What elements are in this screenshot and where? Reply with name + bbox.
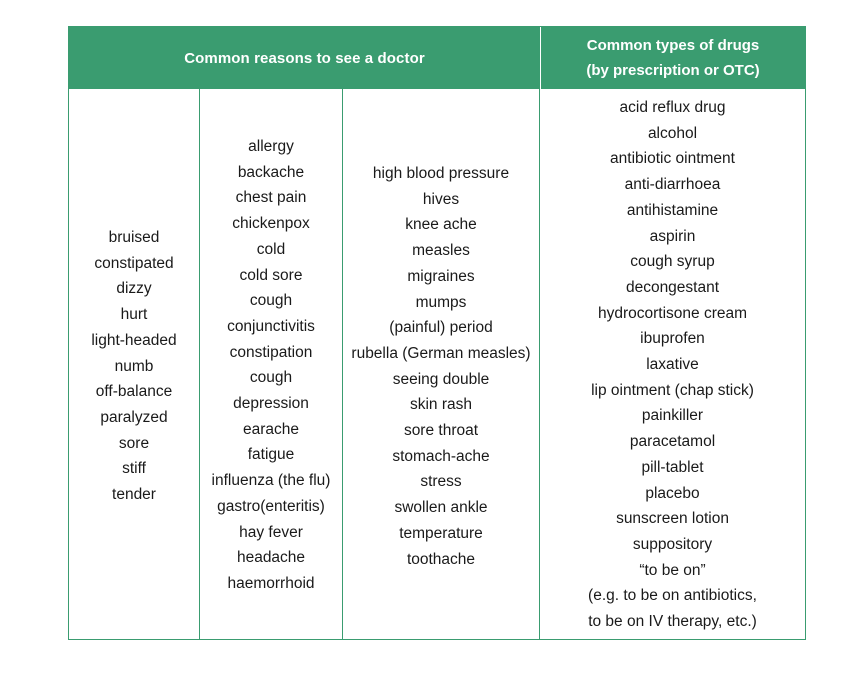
reasons-column-conditions-a <box>200 89 343 639</box>
reasons-column-conditions-b <box>343 89 540 639</box>
list-item: earache <box>242 420 299 438</box>
drugs-header <box>540 27 805 89</box>
list-item: conjunctivitis <box>227 317 315 335</box>
list-item: knee ache <box>405 216 477 234</box>
list-item: lip ointment (chap stick) <box>591 381 754 399</box>
list-item: dizzy <box>116 280 152 298</box>
reasons-column-symptoms <box>69 89 200 639</box>
list-item: cough <box>249 369 293 387</box>
list-item: backache <box>237 163 305 181</box>
list-item: fatigue <box>247 446 295 464</box>
list-item: high blood pressure <box>372 165 510 182</box>
list-item: hurt <box>120 306 148 324</box>
drugs-column <box>540 89 805 639</box>
list-item: anti-diarrhoea <box>624 176 721 194</box>
list-item: sunscreen lotion <box>616 510 729 528</box>
list-item: pill-tablet <box>641 458 704 476</box>
list-item: cold <box>256 240 286 258</box>
list-item: hay fever <box>239 523 303 541</box>
list-item: numb <box>114 357 154 375</box>
list-item: antibiotic ointment <box>610 150 735 168</box>
list-item: chest pain <box>235 189 307 207</box>
list-item: off-balance <box>95 383 173 401</box>
list-item: tender <box>112 486 156 504</box>
list-item: depression <box>233 395 309 413</box>
list-item: stress <box>420 473 462 491</box>
list-item: alcohol <box>647 124 698 142</box>
list-item: aspirin <box>649 227 696 245</box>
list-item: haemorrhoid <box>227 574 315 592</box>
list-item: influenza (the flu) <box>211 472 331 490</box>
list-item: sore <box>118 434 150 452</box>
list-item: suppository <box>632 535 713 553</box>
list-item: constipated <box>94 254 174 272</box>
list-item: light-headed <box>91 331 177 349</box>
list-item: headache <box>236 549 306 567</box>
list-item: seeing double <box>392 370 490 388</box>
list-item: measles <box>412 242 470 260</box>
list-item: antihistamine <box>626 201 719 219</box>
list-item: cough <box>249 292 293 310</box>
list-item: (painful) period <box>389 319 493 337</box>
drugs-header-line2: (by prescription or OTC) <box>586 62 760 79</box>
list-item: “to be on” <box>639 561 706 579</box>
list-item: chickenpox <box>232 215 310 233</box>
vocabulary-table <box>68 26 806 640</box>
list-item: laxative <box>646 356 699 374</box>
drugs-header-line1: Common types of drugs <box>586 37 760 54</box>
list-item: cough syrup <box>630 253 715 271</box>
list-item: temperature <box>399 524 483 542</box>
list-item: placebo <box>645 484 700 502</box>
list-item: bruised <box>108 229 160 246</box>
list-item: constipation <box>229 343 313 361</box>
list-item: paracetamol <box>629 433 716 451</box>
list-item: painkiller <box>641 407 704 425</box>
list-item: acid reflux drug <box>619 99 726 116</box>
list-item: toothache <box>406 550 476 568</box>
table-header <box>69 27 805 89</box>
list-item: to be on IV therapy, etc.) <box>588 613 757 631</box>
list-item: allergy <box>248 138 294 155</box>
list-item: decongestant <box>625 278 720 296</box>
list-item: hives <box>422 190 460 208</box>
list-item: swollen ankle <box>394 499 488 517</box>
list-item: rubella (German measles) <box>351 344 531 362</box>
list-item: stomach-ache <box>392 447 490 465</box>
list-item: sore throat <box>403 422 479 440</box>
list-item: stiff <box>122 460 146 478</box>
list-item: mumps <box>415 293 467 311</box>
list-item: cold sore <box>239 266 303 284</box>
list-item: skin rash <box>409 396 473 414</box>
list-item: gastro(enteritis) <box>217 497 325 515</box>
reasons-header: Common reasons to see a doctor <box>184 49 425 67</box>
list-item: ibuprofen <box>640 330 705 348</box>
list-item: migraines <box>407 267 475 285</box>
list-item: paralyzed <box>100 408 168 426</box>
list-item: (e.g. to be on antibiotics, <box>588 587 757 605</box>
list-item: hydrocortisone cream <box>597 304 748 322</box>
